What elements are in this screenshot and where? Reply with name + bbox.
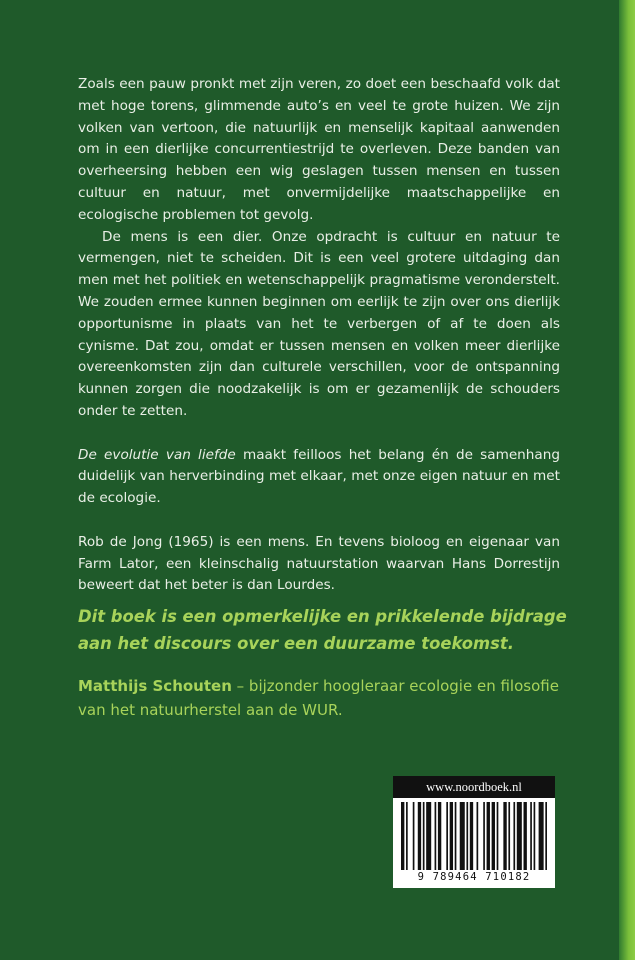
barcode-bar bbox=[534, 802, 536, 870]
barcode-bar bbox=[530, 802, 532, 870]
barcode-bar bbox=[450, 802, 453, 870]
back-cover-text bbox=[78, 74, 560, 597]
barcode-bar bbox=[545, 802, 547, 870]
barcode-bar bbox=[446, 802, 448, 870]
barcode-bar bbox=[401, 802, 404, 870]
barcode-bar bbox=[524, 802, 527, 870]
barcode-bar bbox=[418, 802, 421, 870]
barcode-bar bbox=[477, 802, 479, 870]
author-bio: Rob de Jong (1965) is een mens. En tevens bioloog en eigenaar van Farm Lator, een kleinschalig natuurstation waarvan Hans Dorrestijn beweert dat het beter is dan Lourdes. bbox=[78, 533, 560, 594]
barcode-bar bbox=[413, 802, 415, 870]
quote-attribution bbox=[78, 675, 578, 722]
barcode-bar bbox=[438, 802, 441, 870]
barcode-box bbox=[393, 776, 555, 888]
barcode-bar bbox=[466, 802, 468, 870]
barcode-bar bbox=[503, 802, 506, 870]
barcode-bar bbox=[470, 802, 473, 870]
barcode-bar bbox=[455, 802, 457, 870]
barcode-bar bbox=[508, 802, 510, 870]
barcode-bar bbox=[487, 802, 490, 870]
barcode-bar bbox=[406, 802, 408, 870]
barcode-bar bbox=[492, 802, 495, 870]
barcode-bar bbox=[483, 802, 485, 870]
reviewer-role: – bijzonder hoogleraar ecologie en filosofie van het natuurherstel aan de WUR. bbox=[78, 677, 559, 719]
barcode-bar bbox=[460, 802, 465, 870]
barcode-bar bbox=[517, 802, 522, 870]
barcode-bar bbox=[435, 802, 437, 870]
isbn-number: 9 789464 710182 bbox=[417, 871, 531, 883]
barcode-bar bbox=[513, 802, 515, 870]
barcode-icon bbox=[401, 802, 547, 870]
spine-strip bbox=[619, 0, 635, 960]
barcode-bar bbox=[539, 802, 544, 870]
publisher-url: www.noordboek.nl bbox=[393, 776, 555, 798]
barcode-bar bbox=[423, 802, 425, 870]
barcode-bar bbox=[426, 802, 431, 870]
book-description-text: maakt feilloos het belang én de samenhang duidelijk van herverbinding met elkaar, met onze eigen natuur en met de ecologie. bbox=[78, 446, 560, 507]
blurb-paragraph-2: De mens is een dier. Onze opdracht is cultuur en natuur te vermengen, niet te scheiden. Dit is een veel grotere uitdaging dan men met het politiek en wetenschappelijk pragmatisme veronderstelt. We zouden ermee kunnen beginnen om eerlijk te zijn over ons dierlijk opportunisme in plaats van het te verbergen of af te doen als cynisme. Dat zou, omdat er tussen mensen en volken meer dierlijke overeenkomsten zijn dan culturele verschillen, voor de ontspanning kunnen zorgen die noodzakelijk is om er gezamenlijk de schouders onder te zetten. bbox=[78, 228, 560, 419]
blurb-paragraph-1: Zoals een pauw pronkt met zijn veren, zo doet een beschaafd volk dat met hoge torens, glimmende auto’s en veel te grote huizen. We zijn volken van vertoon, die natuurlijk en menselijk kapitaal aanwenden om in een dierlijke concurrentiestrijd te overleven. Deze banden van overheersing hebben een wig geslagen tussen mensen en tussen cultuur en natuur, met onvermijdelijke maatschappelijke en ecologische problemen tot gevolg. bbox=[78, 76, 560, 223]
barcode-bar bbox=[497, 802, 499, 870]
reviewer-name: Matthijs Schouten bbox=[78, 677, 232, 695]
review-quote: Dit boek is een opmerkelijke en prikkelende bijdrage aan het discours over een duurzame toekomst. bbox=[78, 607, 567, 653]
book-title: De evolutie van liefde bbox=[78, 446, 236, 463]
book-description bbox=[78, 445, 560, 510]
